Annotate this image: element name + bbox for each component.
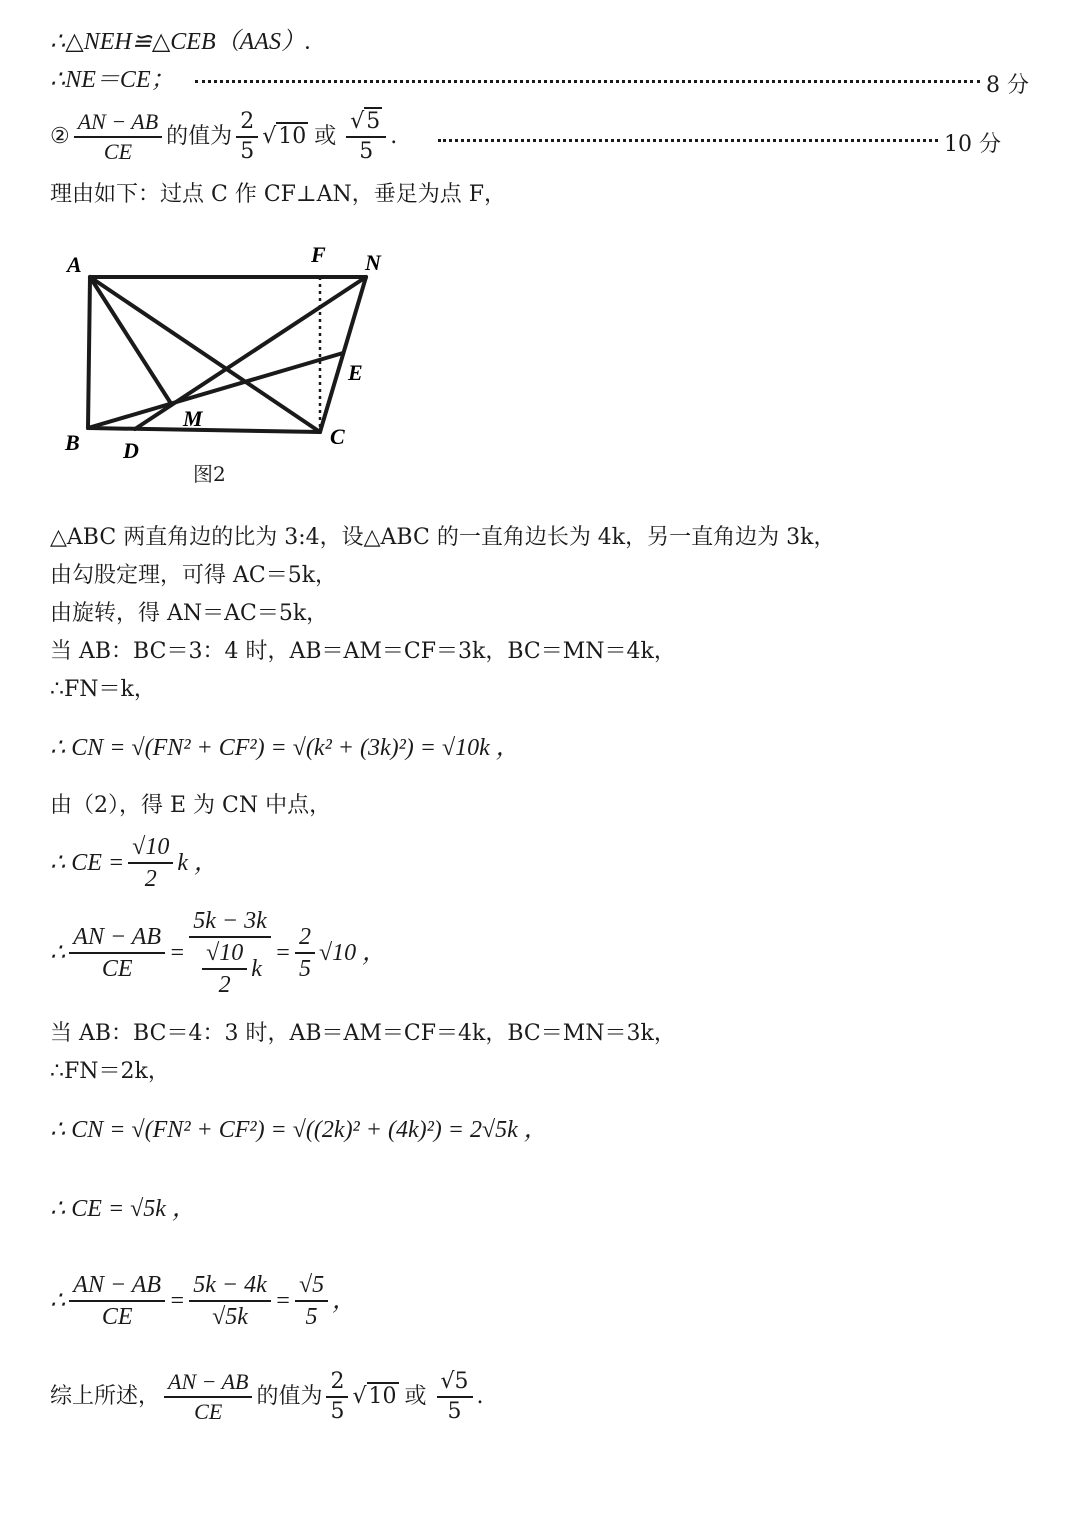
score-leader-dots bbox=[195, 80, 980, 83]
label-M: M bbox=[183, 406, 203, 431]
segment-DN bbox=[135, 277, 366, 429]
fraction-an-ab-ce bbox=[164, 1368, 252, 1425]
label-B: B bbox=[65, 430, 80, 455]
radicand: 10 bbox=[278, 123, 307, 149]
label-E: E bbox=[348, 360, 363, 385]
line-ratio-case2 bbox=[50, 1270, 356, 1332]
line-case-3-4: 当 AB：BC＝3：4 时，AB＝AM＝CF＝3k，BC＝MN＝4k， bbox=[50, 639, 676, 664]
equation-rhs-tail: k ， bbox=[177, 850, 218, 876]
fraction-numerator: √10 bbox=[128, 832, 173, 864]
equals-sign: = bbox=[274, 1288, 291, 1314]
score-10: 10 分 bbox=[944, 132, 1001, 157]
segment-AC bbox=[90, 277, 320, 432]
radical-sqrt10: √10 bbox=[262, 123, 307, 149]
segment-BE bbox=[88, 353, 343, 428]
line-ne-equals-ce: ∴NE＝CE； bbox=[50, 67, 175, 93]
fraction-denominator: 5 bbox=[359, 138, 374, 164]
fraction-sqrt10-over-2 bbox=[128, 832, 173, 894]
label-D: D bbox=[123, 438, 139, 463]
label-C: C bbox=[330, 424, 345, 449]
fraction-denominator: 2 bbox=[144, 866, 157, 892]
conclusion-prefix: 综上所述， bbox=[50, 1383, 161, 1409]
fraction-numerator: 2 bbox=[326, 1368, 348, 1398]
fraction-denominator: CE bbox=[194, 1398, 223, 1424]
fraction-denominator: 5 bbox=[298, 956, 311, 982]
score-8: 8 分 bbox=[986, 73, 1029, 98]
line-ce-case1 bbox=[50, 832, 218, 894]
line-reasoning-intro: 理由如下：过点 C 作 CF⊥AN，垂足为点 F， bbox=[50, 182, 506, 207]
line-case-4-3: 当 AB：BC＝4：3 时，AB＝AM＝CF＝4k，BC＝MN＝3k， bbox=[50, 1021, 676, 1046]
fraction-denominator: 5 bbox=[305, 1304, 318, 1330]
line-fn-2k: ∴FN＝2k， bbox=[50, 1059, 170, 1084]
line-pythagoras: 由勾股定理，可得 AC＝5k， bbox=[50, 563, 338, 588]
line-conclusion bbox=[50, 1368, 484, 1425]
nested-fraction bbox=[202, 938, 247, 1000]
fraction-denominator: √5k bbox=[212, 1304, 248, 1330]
label-value-is: 的值为 bbox=[166, 123, 233, 149]
label-or: 或 bbox=[314, 123, 337, 149]
equation-rhs-tail: √10 ， bbox=[318, 940, 387, 966]
radicand: 10 bbox=[368, 1383, 397, 1409]
fraction-numerator: √5 bbox=[346, 108, 386, 138]
line-e-midpoint: 由（2），得 E 为 CN 中点， bbox=[50, 793, 332, 818]
equation-lhs: ∴ CE = bbox=[50, 850, 125, 876]
fraction-5k-3k bbox=[189, 906, 271, 1000]
fraction-denominator: 5 bbox=[330, 1398, 345, 1424]
line-cn-case2: ∴ CN = √(FN² + CF²) = √((2k)² + (4k)²) = 2√5k ， bbox=[50, 1117, 548, 1143]
equals-sign: = bbox=[274, 940, 291, 966]
line-rotation: 由旋转，得 AN＝AC＝5k， bbox=[50, 601, 329, 626]
line-ratio-case1 bbox=[50, 906, 386, 1000]
fraction-denominator: 2 bbox=[218, 972, 231, 998]
label-value-is: 的值为 bbox=[256, 1383, 323, 1409]
fraction-numerator: 5k − 4k bbox=[189, 1270, 271, 1302]
fraction-numerator: 5k − 3k bbox=[189, 906, 271, 938]
fraction-two-fifths bbox=[326, 1368, 348, 1425]
fraction-numerator: √5 bbox=[295, 1270, 328, 1302]
fraction-5k-4k bbox=[189, 1270, 271, 1332]
score-leader-dots bbox=[438, 139, 938, 142]
radical-sqrt10: √10 bbox=[352, 1383, 397, 1409]
equals-sign: = bbox=[169, 940, 186, 966]
fraction-numerator: AN − AB bbox=[74, 108, 162, 138]
fraction-an-ab-ce bbox=[69, 1270, 165, 1332]
fraction-numerator: √5 bbox=[437, 1368, 473, 1398]
fraction-an-ab-ce bbox=[69, 922, 165, 984]
label-N: N bbox=[365, 250, 381, 275]
fraction-sqrt5-over-5 bbox=[437, 1368, 473, 1425]
period: . bbox=[390, 123, 398, 149]
equation-rhs-tail: ， bbox=[332, 1288, 357, 1314]
period: . bbox=[476, 1383, 484, 1409]
label-or: 或 bbox=[404, 1383, 427, 1409]
circled-number: ② bbox=[50, 123, 70, 149]
fraction-numerator: 2 bbox=[295, 922, 315, 954]
segment-BC bbox=[88, 428, 320, 432]
figure-caption: 图2 bbox=[193, 462, 226, 486]
fraction-denominator: 5 bbox=[240, 138, 255, 164]
fraction-two-fifths bbox=[236, 108, 258, 165]
fraction-two-fifths bbox=[295, 922, 315, 984]
fraction-numerator: AN − AB bbox=[69, 922, 165, 954]
fraction-numerator: √10 bbox=[202, 938, 247, 970]
fraction-numerator: AN − AB bbox=[69, 1270, 165, 1302]
fraction-numerator: 2 bbox=[236, 108, 258, 138]
line-fn-k: ∴FN＝k， bbox=[50, 677, 156, 702]
fraction-sqrt5-over-5 bbox=[295, 1270, 328, 1332]
line-cn-case1: ∴ CN = √(FN² + CF²) = √(k² + (3k)²) = √10k ， bbox=[50, 735, 520, 761]
equals-sign: = bbox=[169, 1288, 186, 1314]
therefore-symbol: ∴ bbox=[50, 940, 66, 966]
line-answer-statement bbox=[50, 108, 397, 165]
variable-k: k bbox=[251, 956, 262, 982]
label-A: A bbox=[67, 252, 82, 277]
fraction-denominator: CE bbox=[101, 956, 133, 982]
therefore-symbol: ∴ bbox=[50, 1288, 66, 1314]
segment-AM bbox=[90, 277, 170, 402]
figure-2 bbox=[55, 240, 415, 470]
label-F: F bbox=[311, 242, 326, 267]
segment-AB bbox=[88, 277, 90, 428]
fraction-numerator: AN − AB bbox=[164, 1368, 252, 1398]
fraction-sqrt5-over-5 bbox=[346, 108, 386, 165]
fraction-denominator: CE bbox=[103, 138, 133, 164]
line-congruence: ∴△NEH≌△CEB（AAS）. bbox=[50, 29, 311, 55]
fraction-denominator: 5 bbox=[447, 1398, 462, 1424]
radicand: 5 bbox=[366, 109, 381, 134]
fraction-denominator bbox=[194, 938, 266, 1000]
line-ratio: △ABC 两直角边的比为 3:4，设△ABC 的一直角边长为 4k，另一直角边为 3k， bbox=[50, 525, 836, 550]
fraction-an-ab-ce bbox=[74, 108, 162, 165]
line-ce-case2: ∴ CE = √5k ， bbox=[50, 1196, 196, 1222]
fraction-denominator: CE bbox=[101, 1304, 133, 1330]
